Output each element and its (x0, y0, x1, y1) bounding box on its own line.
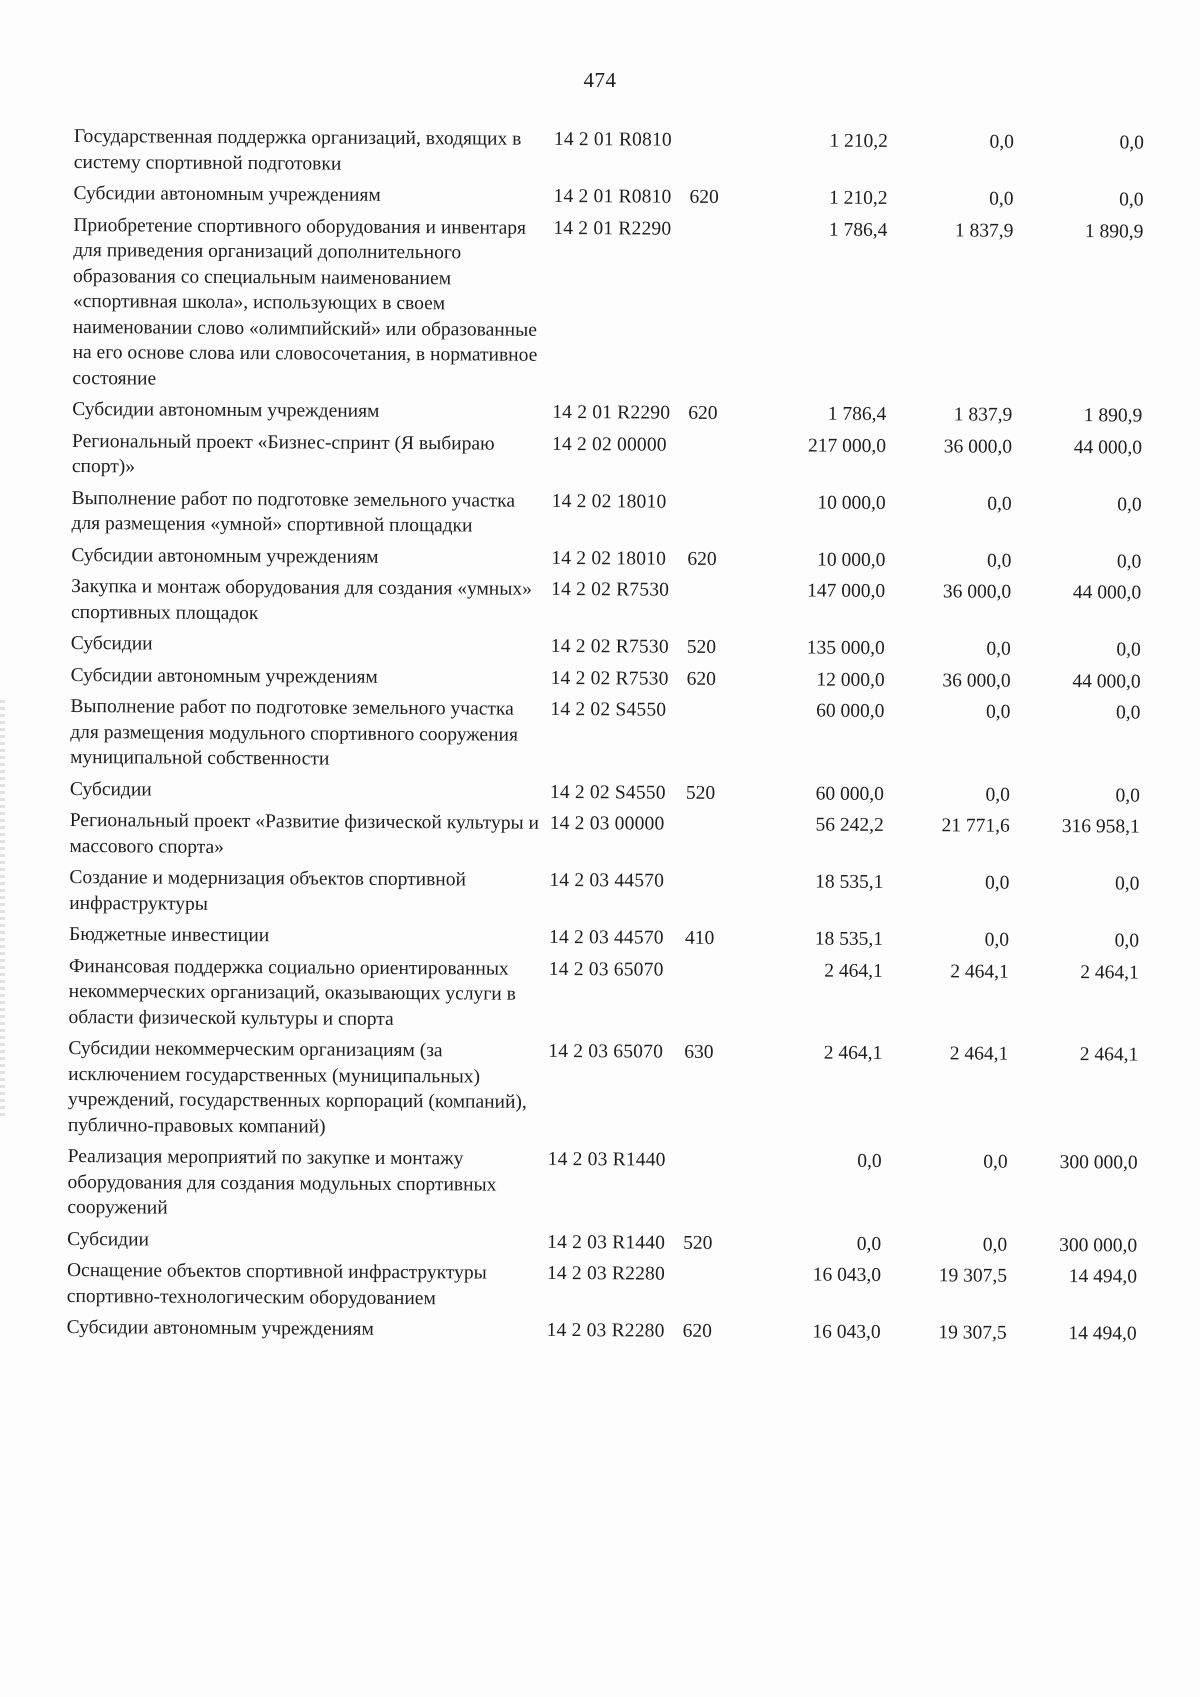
amount-year-3: 316 958,1 (1061, 816, 1140, 838)
amount-year-2: 0,0 (983, 1151, 1008, 1173)
amount-year-3: 1 890,9 (1084, 220, 1144, 243)
table-row (71, 542, 1171, 574)
amount-year-2: 2 464,1 (950, 960, 1009, 983)
table-row (71, 574, 1171, 632)
target-code: 14 2 02 S4550 (550, 698, 667, 721)
amount-year-3: 14 494,0 (1068, 1323, 1137, 1345)
amount-year-1: 56 242,2 (815, 814, 884, 836)
amount-year-2: 2 464,1 (949, 1043, 1009, 1065)
amount-year-1: 0,0 (856, 1233, 882, 1255)
item-name: Субсидии автономным учреждениям (71, 544, 379, 568)
amount-year-1: 16 043,0 (812, 1264, 882, 1286)
item-name: Субсидии (67, 1228, 150, 1250)
amount-year-2: 0,0 (984, 929, 1010, 951)
table-row (70, 808, 1170, 866)
amount-year-1: 1 786,4 (827, 403, 887, 425)
table-row (67, 1315, 1167, 1347)
table-row (67, 1226, 1167, 1258)
target-code: 14 2 02 R7530 (551, 578, 670, 601)
amount-year-3: 0,0 (1114, 873, 1140, 895)
amount-year-1: 12 000,0 (816, 669, 885, 691)
amount-year-1: 10 000,0 (817, 492, 886, 514)
table-row (72, 397, 1172, 429)
amount-year-2: 0,0 (982, 1234, 1008, 1256)
amount-year-2: 0,0 (986, 550, 1012, 572)
amount-year-1: 18 535,1 (815, 871, 884, 893)
amount-year-1: 135 000,0 (806, 637, 885, 659)
amount-year-1: 1 210,2 (828, 187, 888, 209)
amount-year-3: 1 890,9 (1083, 405, 1143, 427)
table-row (69, 865, 1169, 923)
amount-year-1: 2 464,1 (824, 960, 883, 982)
item-name: Субсидии автономным учреждениям (66, 1316, 374, 1340)
amount-year-3: 2 464,1 (1080, 961, 1139, 984)
item-name: Субсидии автономным учреждениям (73, 182, 381, 206)
amount-year-3: 0,0 (1114, 930, 1140, 952)
target-code: 14 2 02 00000 (551, 433, 667, 456)
target-code: 14 2 03 00000 (549, 812, 665, 835)
amount-year-2: 19 307,5 (938, 1322, 1007, 1344)
item-name: Выполнение работ по подготовке земельного участка для размещения модульного спортивного сооружения муниципальной собственности (70, 695, 519, 770)
item-name: Государственная поддержка организаций, входящих в систему спортивной подготовки (73, 125, 522, 175)
table-row (71, 662, 1171, 694)
table-row (73, 181, 1173, 213)
target-code: 14 2 03 44570 (549, 869, 665, 892)
amount-year-1: 1 786,4 (828, 219, 888, 241)
amount-year-3: 0,0 (1116, 550, 1142, 573)
table-row (69, 922, 1169, 954)
target-code: 14 2 02 S4550 (549, 781, 666, 804)
table-row (68, 953, 1168, 1036)
target-code: 14 2 01 R2290 (552, 401, 671, 424)
amount-year-3: 0,0 (1117, 493, 1142, 516)
table-row (72, 212, 1173, 397)
table-row (70, 776, 1170, 808)
amount-year-2: 19 307,5 (938, 1265, 1008, 1287)
amount-year-2: 0,0 (987, 493, 1012, 515)
amount-year-3: 0,0 (1119, 189, 1144, 211)
amount-year-2: 36 000,0 (943, 435, 1013, 458)
item-name: Субсидии (69, 778, 152, 800)
item-name: Региональный проект «Развитие физической культуры и массового спорта» (69, 809, 540, 858)
target-code: 14 2 03 65070 (548, 1040, 664, 1063)
expense-type-code: 620 (689, 186, 719, 208)
amount-year-3: 2 464,1 (1079, 1044, 1139, 1066)
amount-year-2: 0,0 (985, 701, 1011, 723)
amount-year-1: 10 000,0 (817, 549, 886, 571)
amount-year-3: 44 000,0 (1072, 670, 1141, 693)
item-name: Реализация мероприятий по закупке и монтажу оборудования для создания модульных спортивных сооружений (67, 1145, 497, 1219)
target-code: 14 2 02 18010 (551, 547, 667, 570)
amount-year-1: 18 535,1 (814, 928, 884, 950)
amount-year-2: 0,0 (989, 131, 1014, 153)
item-name: Закупка и монтаж оборудования для создания «умных» спортивных площадок (70, 575, 532, 624)
amount-year-1: 1 210,2 (829, 130, 888, 152)
item-name: Региональный проект «Бизнес-спринт (Я выбираю спорт)» (71, 430, 495, 478)
amount-year-3: 0,0 (1119, 132, 1144, 154)
amount-year-2: 0,0 (985, 784, 1010, 806)
item-name: Создание и модернизация объектов спортивной инфраструктуры (69, 866, 467, 915)
amount-year-3: 44 000,0 (1072, 582, 1142, 604)
target-code: 14 2 03 65070 (548, 958, 664, 981)
item-name: Приобретение спортивного оборудования и инвентаря для приведения организаций дополнительного образования со специальным наименованием «спортивная школа», использующих в своем наименовании слово «олимпийский» или образованные на его основе слова или словосочетания, в нормативное состояние (72, 214, 538, 390)
amount-year-1: 60 000,0 (815, 783, 884, 805)
amount-year-3: 44 000,0 (1073, 436, 1143, 459)
table-row (67, 1144, 1167, 1227)
budget-table (67, 124, 1174, 1353)
expense-type-code: 620 (687, 548, 717, 570)
table-row (72, 428, 1172, 486)
table-row (71, 631, 1171, 663)
amount-year-3: 14 494,0 (1068, 1266, 1138, 1288)
item-name: Субсидии автономным учреждениям (70, 664, 378, 688)
amount-year-3: 0,0 (1115, 702, 1141, 724)
expense-type-code: 620 (682, 1320, 712, 1342)
item-name: Оснащение объектов спортивной инфраструктуры спортивно-технологическим оборудованием (66, 1259, 487, 1309)
target-code: 14 2 02 18010 (551, 490, 667, 513)
expense-type-code: 520 (683, 1232, 713, 1254)
expense-type-code: 620 (688, 402, 718, 424)
page-number: 474 (583, 68, 617, 92)
amount-year-1: 0,0 (857, 1150, 882, 1172)
expense-type-code: 410 (684, 927, 715, 949)
table-row (68, 1036, 1169, 1145)
amount-year-2: 0,0 (989, 188, 1014, 210)
target-code: 14 2 01 R0810 (553, 128, 672, 151)
amount-year-2: 1 837,9 (954, 219, 1014, 242)
table-row (70, 694, 1170, 777)
target-code: 14 2 02 R7530 (550, 667, 669, 690)
amount-year-2: 0,0 (984, 872, 1010, 894)
table-row (71, 485, 1171, 543)
target-code: 14 2 02 R7530 (550, 635, 669, 658)
item-name: Финансовая поддержка социально ориентированных некоммерческих организаций, оказывающих услуги в области физической культуры и спорта (68, 955, 516, 1030)
target-code: 14 2 01 R0810 (553, 185, 672, 208)
expense-type-code: 620 (686, 668, 716, 690)
amount-year-3: 300 000,0 (1059, 1152, 1138, 1174)
amount-year-2: 0,0 (986, 638, 1011, 660)
target-code: 14 2 03 R1440 (547, 1148, 666, 1171)
table-row (67, 1258, 1167, 1316)
expense-type-code: 520 (685, 782, 716, 804)
target-code: 14 2 03 R2280 (546, 1262, 666, 1285)
expense-type-code: 520 (686, 636, 717, 658)
target-code: 14 2 03 R1440 (547, 1231, 666, 1254)
item-name: Субсидии автономным учреждениям (72, 398, 380, 422)
item-name: Субсидии некоммерческим организациям (за исключением государственных (муниципальных) учреждений, государственных корпораций (компаний), публично-правовых компаний) (67, 1037, 527, 1138)
amount-year-2: 36 000,0 (942, 669, 1011, 692)
scan-edge-artifact (0, 700, 5, 1120)
target-code: 14 2 01 R2290 (553, 217, 672, 240)
amount-year-2: 21 771,6 (941, 815, 1010, 837)
amount-year-3: 300 000,0 (1059, 1234, 1138, 1257)
amount-year-1: 147 000,0 (807, 580, 886, 602)
amount-year-1: 60 000,0 (816, 700, 885, 722)
amount-year-3: 0,0 (1115, 784, 1140, 807)
amount-year-1: 2 464,1 (823, 1042, 883, 1064)
amount-year-2: 1 837,9 (953, 404, 1013, 426)
expense-type-code: 630 (684, 1041, 714, 1063)
table-row (74, 124, 1174, 182)
amount-year-1: 217 000,0 (807, 434, 887, 457)
amount-year-3: 0,0 (1116, 639, 1141, 661)
amount-year-2: 36 000,0 (942, 581, 1012, 603)
item-name: Субсидии (70, 632, 153, 655)
target-code: 14 2 03 R2280 (546, 1319, 665, 1342)
target-code: 14 2 03 44570 (548, 926, 664, 949)
item-name: Бюджетные инвестиции (68, 923, 270, 947)
amount-year-1: 16 043,0 (812, 1321, 881, 1343)
item-name: Выполнение работ по подготовке земельного участка для размещения «умной» спортивной площадки (71, 487, 516, 537)
